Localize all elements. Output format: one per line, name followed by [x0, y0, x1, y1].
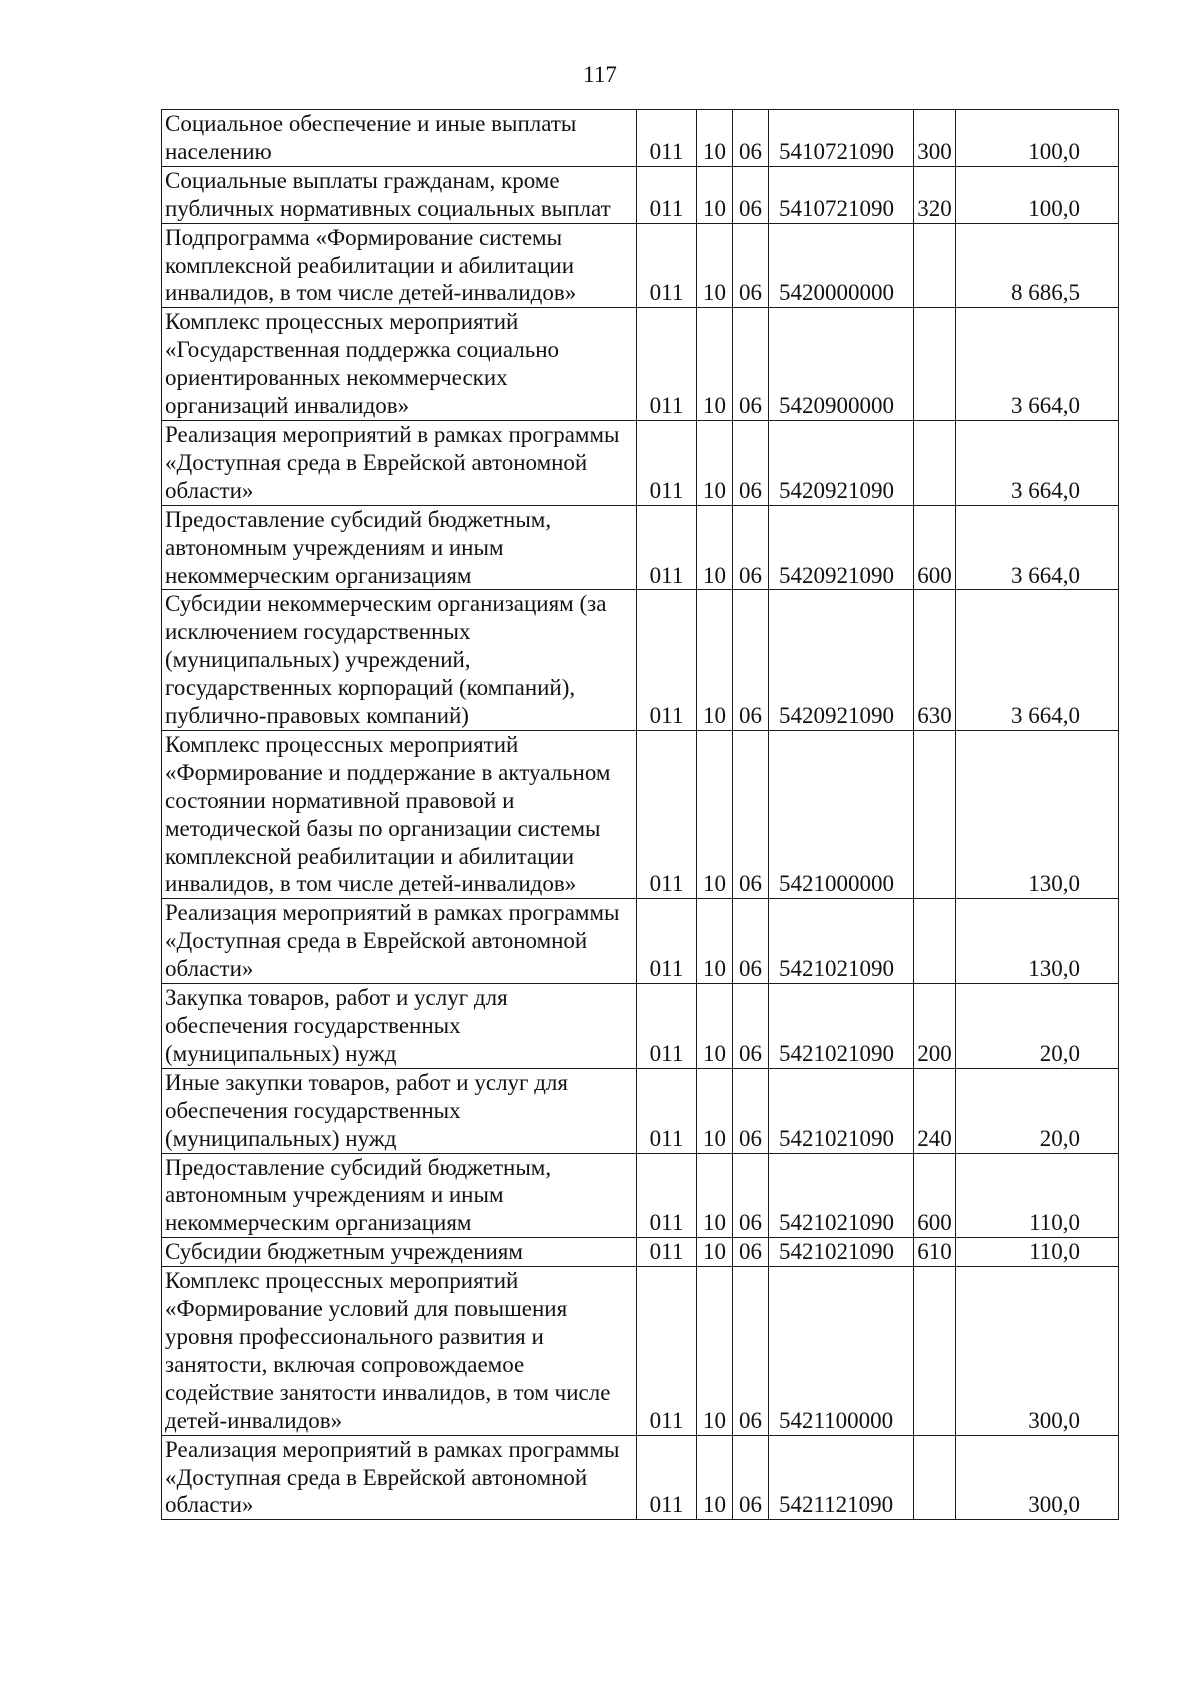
row-section-code: 10	[697, 110, 733, 167]
row-name: Социальное обеспечение и иные выплаты населению	[162, 110, 637, 167]
row-name: Реализация мероприятий в рамках программы «Доступная среда в Еврейской автономной области»	[162, 899, 637, 984]
table-row	[162, 590, 1119, 731]
table-body	[162, 110, 1119, 1520]
table-row	[162, 1238, 1119, 1267]
row-section-code: 10	[697, 1238, 733, 1267]
row-expense-type	[914, 1435, 956, 1520]
row-subsection-code: 06	[733, 223, 769, 308]
row-subsection-code: 06	[733, 420, 769, 505]
row-target-code: 5420921090	[769, 420, 914, 505]
row-target-code: 5410721090	[769, 110, 914, 167]
row-subsection-code: 06	[733, 1435, 769, 1520]
row-subsection-code: 06	[733, 1068, 769, 1153]
row-ministry-code: 011	[637, 110, 697, 167]
row-section-code: 10	[697, 984, 733, 1069]
row-expense-type	[914, 420, 956, 505]
row-target-code: 5420000000	[769, 223, 914, 308]
row-section-code: 10	[697, 223, 733, 308]
row-name: Предоставление субсидий бюджетным, автономным учреждениям и иным некоммерческим организациям	[162, 505, 637, 590]
row-ministry-code: 011	[637, 308, 697, 421]
row-target-code: 5421100000	[769, 1267, 914, 1435]
row-ministry-code: 011	[637, 899, 697, 984]
row-subsection-code: 06	[733, 1238, 769, 1267]
row-name: Комплекс процессных мероприятий «Формирование условий для повышения уровня профессионального развития и занятости, включая сопровождаемое содействие занятости инвалидов, в том числе детей-инвалидов»	[162, 1267, 637, 1435]
row-amount: 300,0	[956, 1435, 1119, 1520]
row-expense-type: 600	[914, 1153, 956, 1238]
table-row	[162, 1068, 1119, 1153]
row-amount: 3 664,0	[956, 505, 1119, 590]
table-row	[162, 730, 1119, 898]
row-ministry-code: 011	[637, 730, 697, 898]
row-ministry-code: 011	[637, 505, 697, 590]
row-subsection-code: 06	[733, 899, 769, 984]
row-subsection-code: 06	[733, 730, 769, 898]
row-target-code: 5421121090	[769, 1435, 914, 1520]
row-section-code: 10	[697, 1153, 733, 1238]
table-row	[162, 1435, 1119, 1520]
row-ministry-code: 011	[637, 1153, 697, 1238]
row-subsection-code: 06	[733, 505, 769, 590]
row-ministry-code: 011	[637, 1267, 697, 1435]
table-row	[162, 1153, 1119, 1238]
row-section-code: 10	[697, 1068, 733, 1153]
row-section-code: 10	[697, 590, 733, 731]
row-amount: 20,0	[956, 984, 1119, 1069]
row-name: Иные закупки товаров, работ и услуг для обеспечения государственных (муниципальных) нужд	[162, 1068, 637, 1153]
row-expense-type: 600	[914, 505, 956, 590]
row-amount: 110,0	[956, 1238, 1119, 1267]
row-amount: 3 664,0	[956, 590, 1119, 731]
row-section-code: 10	[697, 166, 733, 223]
row-ministry-code: 011	[637, 590, 697, 731]
row-ministry-code: 011	[637, 1238, 697, 1267]
row-section-code: 10	[697, 1435, 733, 1520]
row-name: Социальные выплаты гражданам, кроме публичных нормативных социальных выплат	[162, 166, 637, 223]
row-expense-type	[914, 1267, 956, 1435]
row-section-code: 10	[697, 730, 733, 898]
row-target-code: 5420921090	[769, 590, 914, 731]
row-amount: 20,0	[956, 1068, 1119, 1153]
row-ministry-code: 011	[637, 1435, 697, 1520]
row-ministry-code: 011	[637, 1068, 697, 1153]
row-target-code: 5421021090	[769, 984, 914, 1069]
row-name: Комплекс процессных мероприятий «Формирование и поддержание в актуальном состоянии нормативной правовой и методической базы по организации системы комплексной реабилитации и абилитации инвалидов, в том числе детей-инвалидов»	[162, 730, 637, 898]
row-amount: 130,0	[956, 899, 1119, 984]
row-subsection-code: 06	[733, 166, 769, 223]
row-amount: 300,0	[956, 1267, 1119, 1435]
row-ministry-code: 011	[637, 166, 697, 223]
row-amount: 100,0	[956, 110, 1119, 167]
row-expense-type: 320	[914, 166, 956, 223]
table-row	[162, 308, 1119, 421]
row-expense-type	[914, 730, 956, 898]
row-target-code: 5421021090	[769, 899, 914, 984]
budget-table	[161, 109, 1119, 1520]
row-target-code: 5420921090	[769, 505, 914, 590]
row-name: Предоставление субсидий бюджетным, автономным учреждениям и иным некоммерческим организациям	[162, 1153, 637, 1238]
row-amount: 8 686,5	[956, 223, 1119, 308]
row-target-code: 5410721090	[769, 166, 914, 223]
table-row	[162, 899, 1119, 984]
row-subsection-code: 06	[733, 590, 769, 731]
row-amount: 110,0	[956, 1153, 1119, 1238]
table-row	[162, 166, 1119, 223]
row-target-code: 5421000000	[769, 730, 914, 898]
row-section-code: 10	[697, 1267, 733, 1435]
row-name: Закупка товаров, работ и услуг для обеспечения государственных (муниципальных) нужд	[162, 984, 637, 1069]
table-row	[162, 420, 1119, 505]
table-row	[162, 110, 1119, 167]
table-row	[162, 984, 1119, 1069]
table-row	[162, 1267, 1119, 1435]
row-section-code: 10	[697, 899, 733, 984]
row-section-code: 10	[697, 420, 733, 505]
table-row	[162, 505, 1119, 590]
table-row	[162, 223, 1119, 308]
row-subsection-code: 06	[733, 984, 769, 1069]
row-section-code: 10	[697, 308, 733, 421]
row-subsection-code: 06	[733, 110, 769, 167]
row-name: Подпрограмма «Формирование системы комплексной реабилитации и абилитации инвалидов, в том числе детей-инвалидов»	[162, 223, 637, 308]
row-expense-type: 200	[914, 984, 956, 1069]
row-name: Субсидии некоммерческим организациям (за исключением государственных (муниципальных) учреждений, государственных корпораций (компаний), публично-правовых компаний)	[162, 590, 637, 731]
row-subsection-code: 06	[733, 308, 769, 421]
row-amount: 100,0	[956, 166, 1119, 223]
row-target-code: 5421021090	[769, 1068, 914, 1153]
row-expense-type: 300	[914, 110, 956, 167]
row-amount: 3 664,0	[956, 420, 1119, 505]
row-expense-type	[914, 223, 956, 308]
row-name: Реализация мероприятий в рамках программы «Доступная среда в Еврейской автономной области»	[162, 1435, 637, 1520]
row-ministry-code: 011	[637, 223, 697, 308]
row-expense-type: 630	[914, 590, 956, 731]
row-target-code: 5421021090	[769, 1238, 914, 1267]
row-subsection-code: 06	[733, 1267, 769, 1435]
row-name: Комплекс процессных мероприятий «Государственная поддержка социально ориентированных некоммерческих организаций инвалидов»	[162, 308, 637, 421]
row-ministry-code: 011	[637, 420, 697, 505]
page-number: 117	[583, 62, 617, 87]
row-name: Субсидии бюджетным учреждениям	[162, 1238, 637, 1267]
row-target-code: 5421021090	[769, 1153, 914, 1238]
row-section-code: 10	[697, 505, 733, 590]
row-expense-type: 240	[914, 1068, 956, 1153]
row-amount: 3 664,0	[956, 308, 1119, 421]
row-ministry-code: 011	[637, 984, 697, 1069]
row-expense-type	[914, 308, 956, 421]
row-expense-type: 610	[914, 1238, 956, 1267]
row-subsection-code: 06	[733, 1153, 769, 1238]
row-name: Реализация мероприятий в рамках программы «Доступная среда в Еврейской автономной области»	[162, 420, 637, 505]
row-expense-type	[914, 899, 956, 984]
row-amount: 130,0	[956, 730, 1119, 898]
row-target-code: 5420900000	[769, 308, 914, 421]
